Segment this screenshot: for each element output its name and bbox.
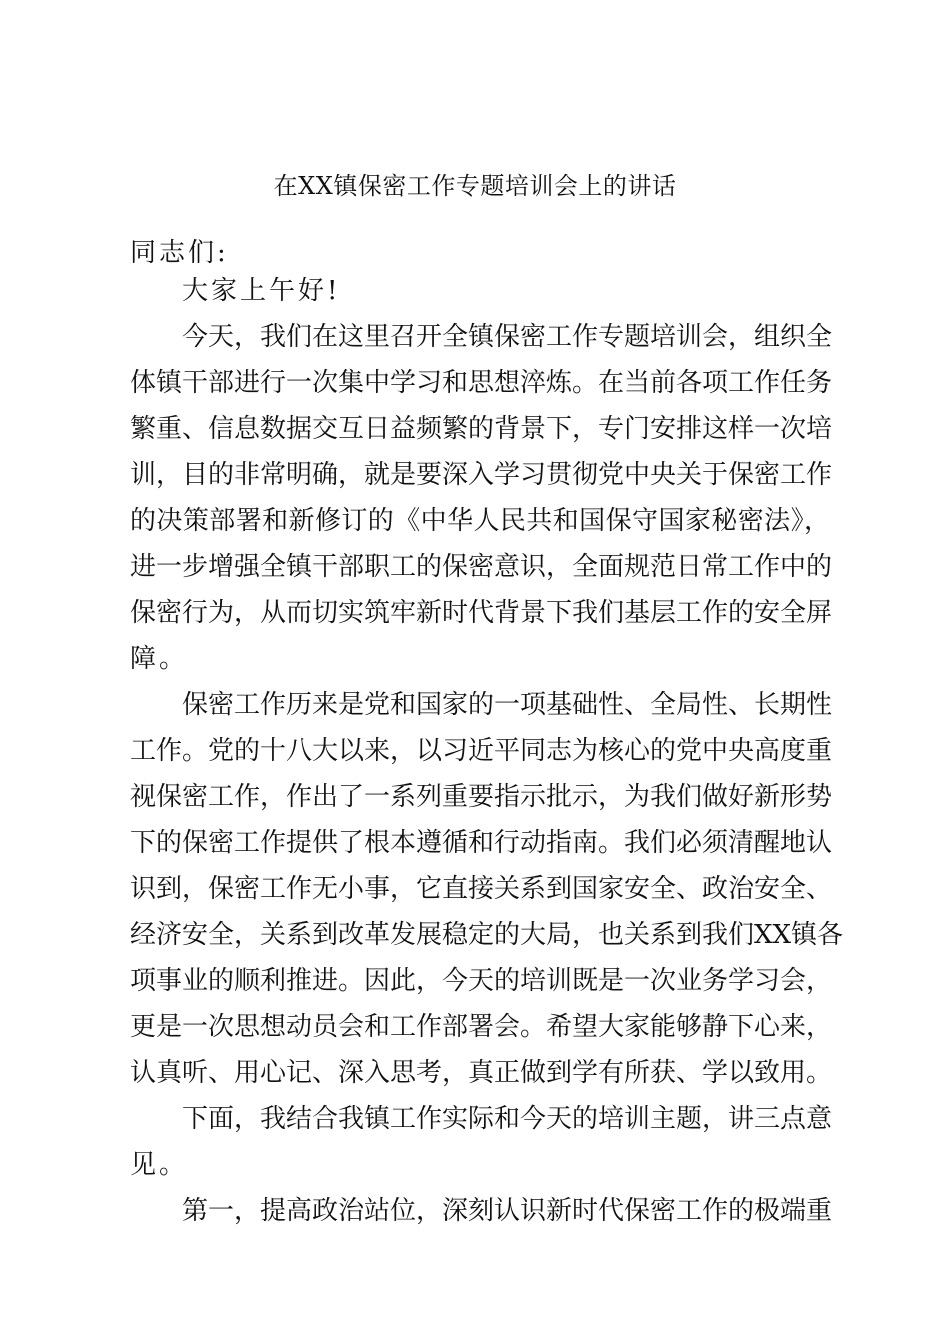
paragraph-line: 认真听、用心记、深入思考，真正做到学有所获、学以致用。	[130, 1058, 833, 1088]
paragraph-line: 进一步增强全镇干部职工的保密意识，全面规范日常工作中的	[130, 552, 833, 582]
paragraph-line: 更是一次思想动员会和工作部署会。希望大家能够静下心来，	[130, 1012, 833, 1042]
paragraph-line: 保密行为，从而切实筑牢新时代背景下我们基层工作的安全屏	[130, 598, 833, 628]
paragraph-line: 障。	[130, 644, 189, 674]
paragraph-line: 训，目的非常明确，就是要深入学习贯彻党中央关于保密工作	[130, 460, 833, 490]
greeting: 大家上午好!	[182, 276, 341, 306]
paragraph-line: 下的保密工作提供了根本遵循和行动指南。我们必须清醒地认	[130, 828, 833, 858]
paragraph-line: 识到，保密工作无小事，它直接关系到国家安全、政治安全、	[130, 874, 833, 904]
paragraph-line: 视保密工作，作出了一系列重要指示批示，为我们做好新形势	[130, 782, 833, 812]
paragraph-line: 的决策部署和新修订的《中华人民共和国保守国家秘密法》，	[130, 506, 830, 536]
paragraph-line: 体镇干部进行一次集中学习和思想淬炼。在当前各项工作任务	[130, 368, 833, 398]
paragraph-line: 工作。党的十八大以来，以习近平同志为核心的党中央高度重	[130, 736, 833, 766]
paragraph-line: 经济安全，关系到改革发展稳定的大局，也关系到我们XX镇各	[130, 920, 844, 950]
paragraph-line: 繁重、信息数据交互日益频繁的背景下，专门安排这样一次培	[130, 414, 833, 444]
paragraph-line: 保密工作历来是党和国家的一项基础性、全局性、长期性	[182, 690, 833, 720]
paragraph-line: 项事业的顺利推进。因此，今天的培训既是一次业务学习会，	[130, 966, 833, 996]
paragraph-line: 见。	[130, 1150, 189, 1180]
paragraph-line: 今天，我们在这里召开全镇保密工作专题培训会，组织全	[182, 322, 833, 352]
paragraph-line: 第一，提高政治站位，深刻认识新时代保密工作的极端重	[182, 1196, 833, 1226]
document-title: 在XX镇保密工作专题培训会上的讲话	[273, 172, 677, 200]
paragraph-line: 下面，我结合我镇工作实际和今天的培训主题，讲三点意	[182, 1104, 833, 1134]
salutation: 同志们:	[130, 238, 229, 268]
